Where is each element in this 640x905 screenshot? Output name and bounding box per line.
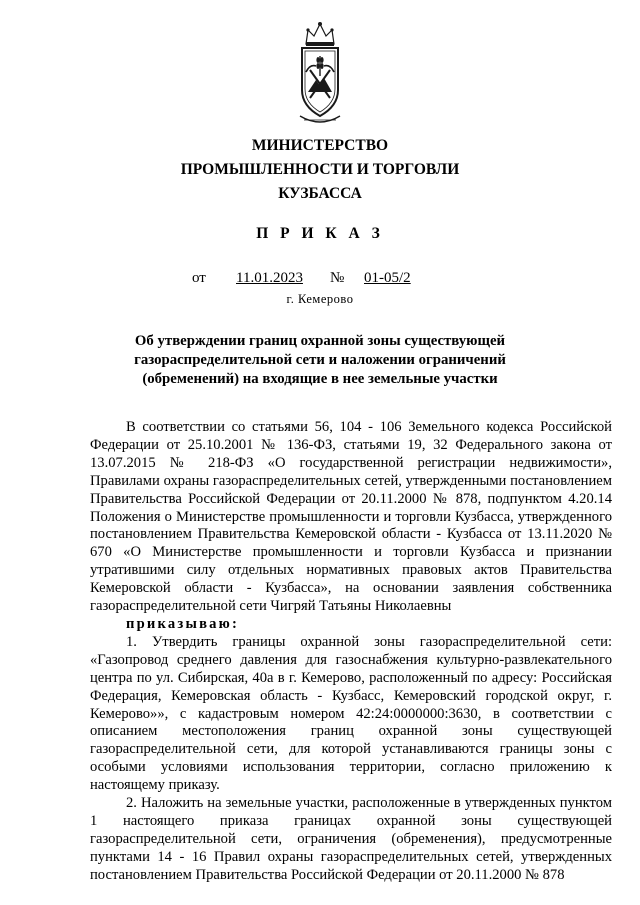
- order-date: 11.01.2023: [236, 270, 303, 286]
- order-number: 01-05/2: [364, 270, 411, 286]
- order-keyword: приказываю:: [126, 615, 240, 632]
- order-title: П Р И К А З: [256, 225, 384, 242]
- preamble-paragraph: В соответствии со статьями 56, 104 - 106 Земельного кодекса Российской Федерации от 25.10.2001 № 136-ФЗ, статьями 19, 32 Федерального закона от 13.07.2015 № 218-ФЗ «О государственной регистрации недвижимости», Правилами охраны газораспределительных сетей, утвержденными постановлением Правительства Российской Федерации от 20.11.2000 № 878, подпунктом 4.20.14 Положения о Министерстве промышленности и торговли Кузбасса, утвержденного постановлением Правительства Кемеровской области - Кузбасса от 13.11.2020 № 670 «О Министерстве промышленности и торговли Кузбасса и признании утратившими силу отдельных нормативных правовых актов Правительства Кемеровской области - Кузбасса», на основании заявления собственника газораспределительной сети Чигряй Татьяны Николаевны: [90, 419, 612, 615]
- item-2-paragraph: 2. Наложить на земельные участки, расположенные в утвержденных пунктом 1 настоящего приказа границах охранной зоны существующей газораспределительной сети, ограничения (обременения), предусмотренные пунктами 14 - 16 Правил охраны газораспределительных сетей, утвержденных постановлением Правительства Российской Федерации от 20.11.2000 № 878: [90, 795, 612, 883]
- ministry-line-1: МИНИСТЕРСТВО: [251, 137, 389, 154]
- item-1-paragraph: 1. Утвердить границы охранной зоны газораспределительной сети: «Газопровод среднего давления для газоснабжения культурно-развлекательного центра по ул. Сибирская, 40а в г. Кемерово, расположенный по адресу: Российская Федерация, Кемеровская область - Кузбасс, Кемеровский городской округ, г. Кемерово»», с кадастровым номером 42:24:0000000:3630, в соответствии с описанием местоположения границ охранной зоны существующей газораспределительной сети, для которой устанавливаются границы зоны с особыми условиями использования территории, согласно приложению к настоящему приказу.: [90, 633, 612, 794]
- from-label: от: [192, 270, 206, 286]
- order-heading: Об утверждении границ охранной зоны существующей газораспределительной сети и наложении ограничений (обременений) на входящие в нее земельные участки: [134, 333, 506, 387]
- number-sign: №: [330, 270, 345, 286]
- ministry-line-3: КУЗБАССА: [278, 185, 362, 202]
- city-name: г. Кемерово: [286, 292, 354, 306]
- ministry-line-2: ПРОМЫШЛЕННОСТИ И ТОРГОВЛИ: [180, 161, 460, 178]
- order-body: [90, 419, 612, 885]
- coat-of-arms-emblem: [296, 20, 344, 128]
